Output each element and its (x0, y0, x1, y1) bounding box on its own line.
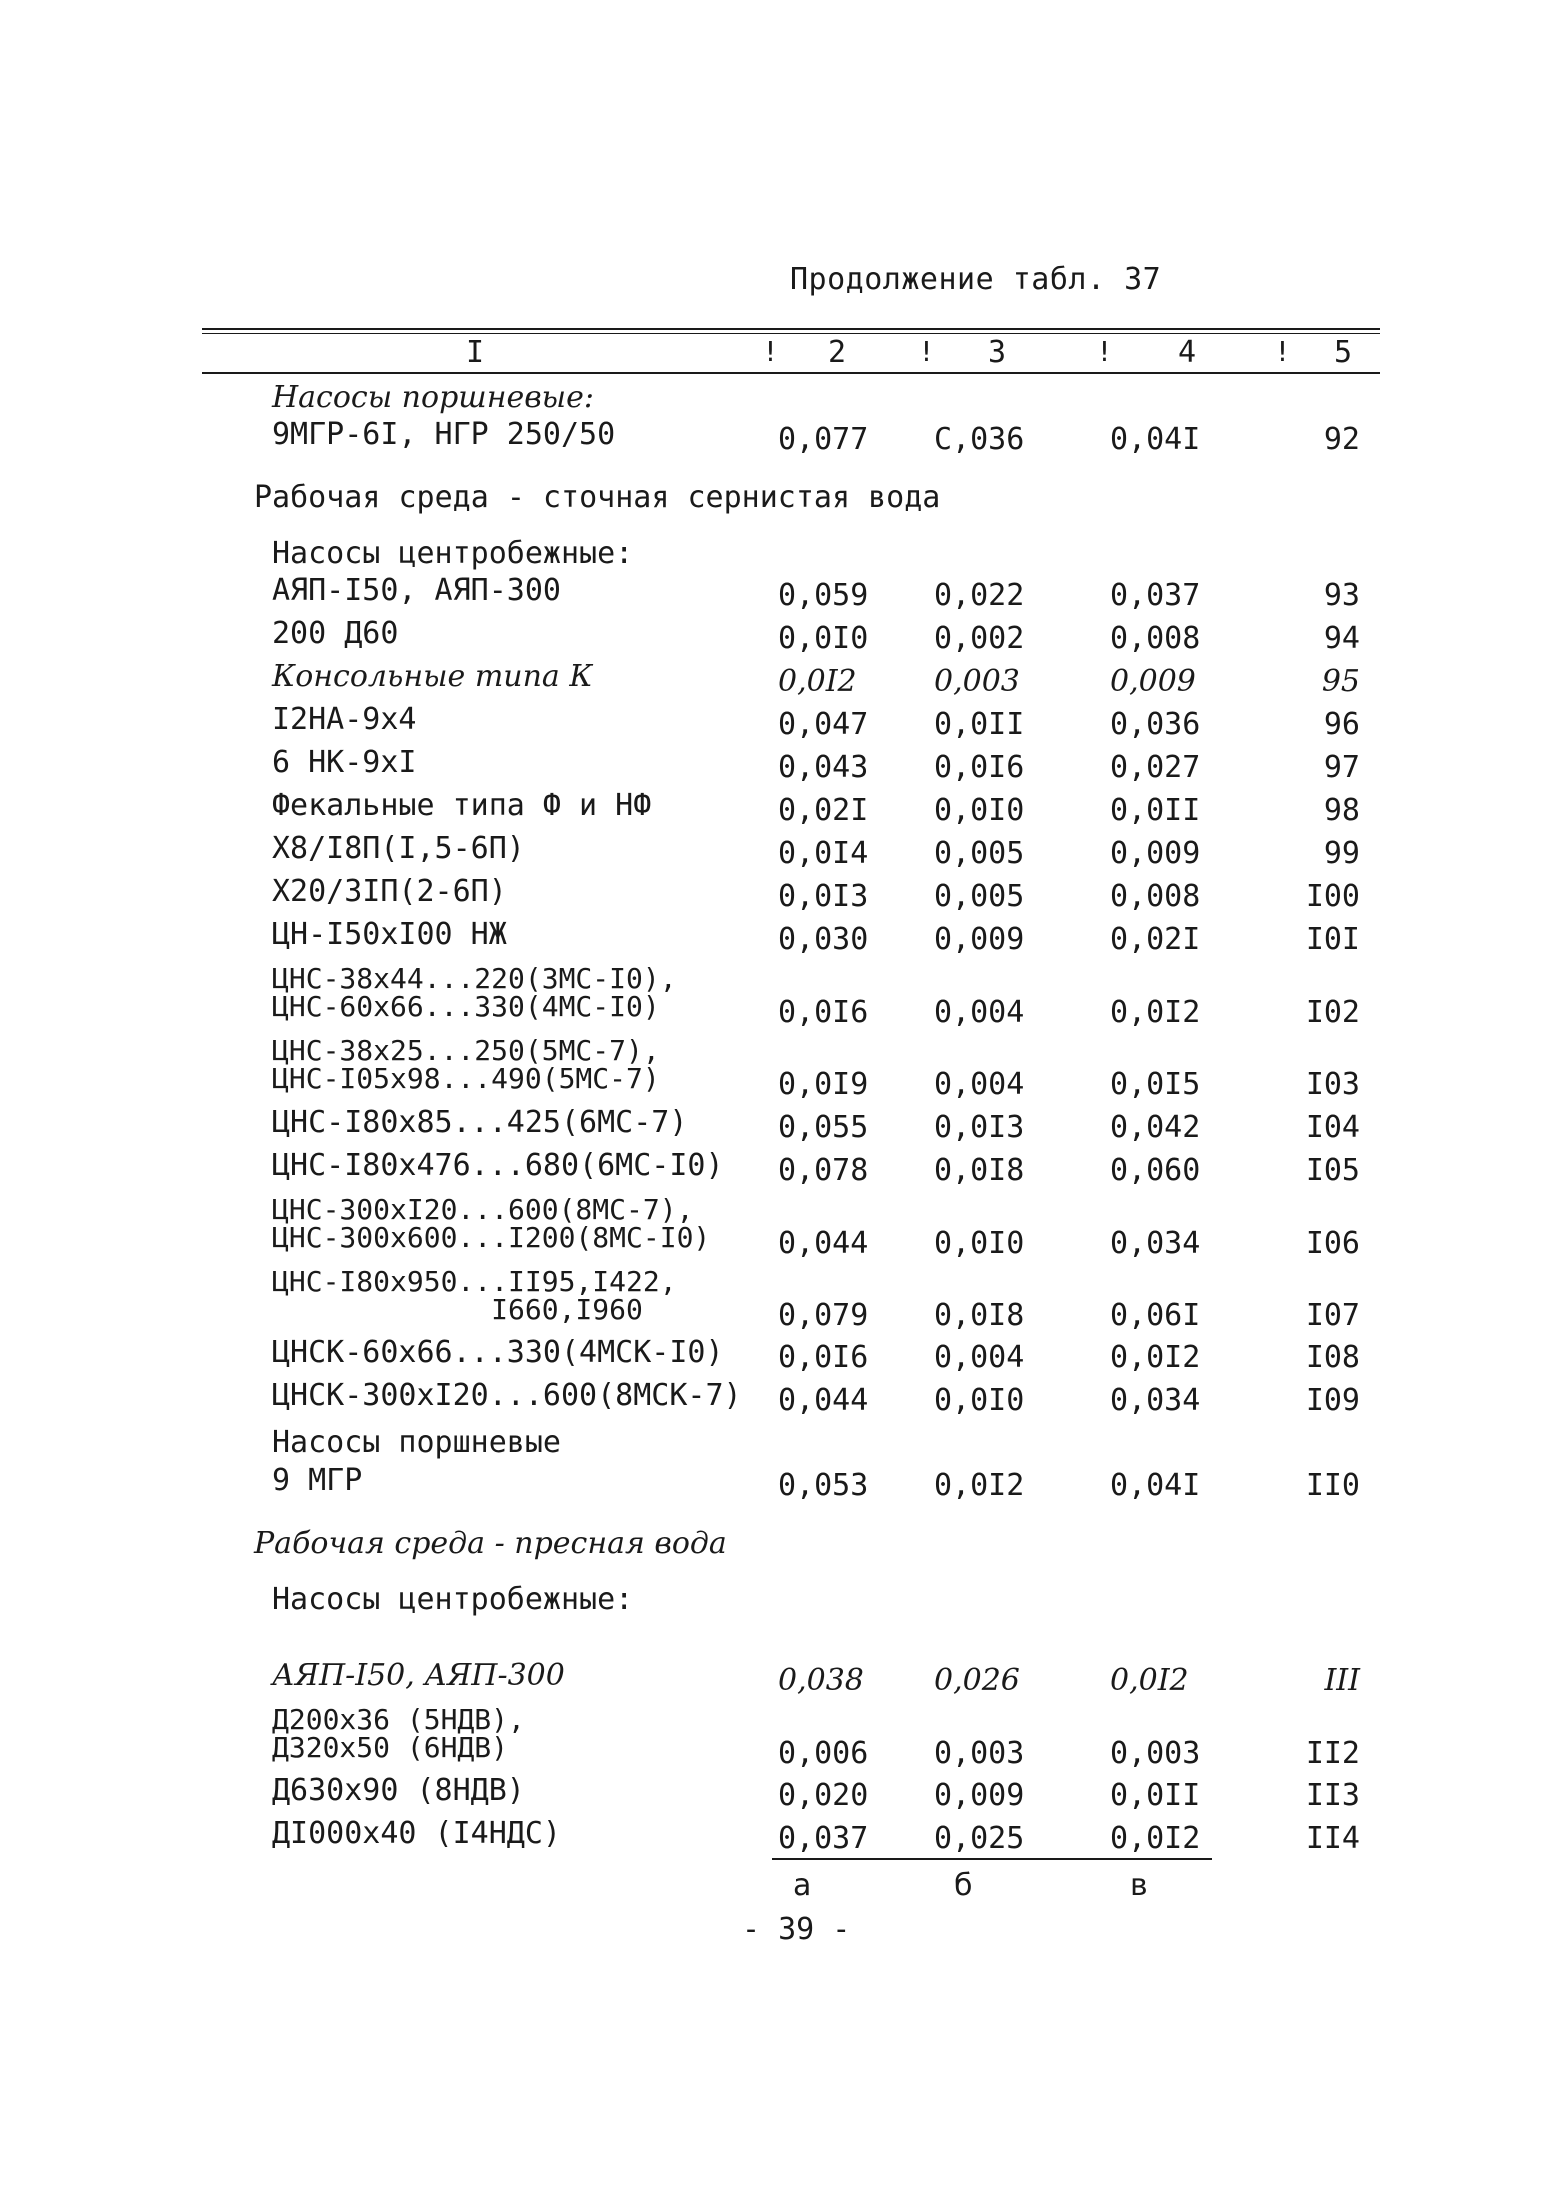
row-name: 200 Д60 (272, 616, 399, 651)
row-name-line1: ЦНС-38х44...220(3МС-I0), (272, 962, 677, 995)
row-name: ДI000х40 (I4НДС) (272, 1816, 561, 1851)
row-name-line1: Д200х36 (5НДВ), (272, 1703, 525, 1736)
section-title-fresh-water: Рабочая среда - пресная вода (254, 1526, 727, 1561)
row-value-c: 0,04I (1110, 422, 1201, 457)
row-name: ЦНС-I80х85...425(6МС-7) (272, 1105, 688, 1140)
header-col3: 3 (988, 335, 1007, 370)
row-number: I04 (1305, 1110, 1360, 1145)
header-separator-3: ! (1096, 335, 1113, 368)
row-name: 9МГР-6I, НГР 250/50 (272, 417, 616, 452)
row-value-b: 0,004 (934, 995, 1025, 1030)
row-name: 6 НК-9хI (272, 745, 417, 780)
row-value-c: 0,009 (1110, 664, 1196, 699)
row-value-c: 0,0I2 (1110, 995, 1201, 1030)
row-value-b: 0,004 (934, 1067, 1025, 1102)
table-row (0, 659, 1559, 708)
row-value-c: 0,0I2 (1110, 1663, 1189, 1698)
row-value-a: 0,02I (778, 793, 869, 828)
row-value-b: 0,026 (934, 1663, 1020, 1698)
row-value-b: 0,0I3 (934, 1110, 1025, 1145)
row-name-line2: I660,I960 (272, 1293, 643, 1326)
row-name: Д630х90 (8НДВ) (272, 1773, 525, 1808)
row-value-c: 0,042 (1110, 1110, 1201, 1145)
footer-letter-a: а (793, 1868, 812, 1903)
row-name-line2: ЦНС-60х66...330(4МС-I0) (272, 990, 660, 1023)
row-name (272, 1193, 711, 1254)
row-value-b: 0,0I0 (934, 1226, 1025, 1261)
row-value-b: 0,009 (934, 1778, 1025, 1813)
row-value-a: 0,079 (778, 1298, 869, 1333)
table-row (0, 1335, 1559, 1384)
row-value-c: 0,037 (1110, 578, 1201, 613)
table-row (0, 788, 1559, 837)
row-number: 97 (1323, 750, 1360, 785)
header-separator-4: ! (1274, 335, 1291, 368)
row-name-line1: ЦНС-38х25...250(5МС-7), (272, 1034, 660, 1067)
row-name-line2: ЦНС-300х600...I200(8МС-I0) (272, 1221, 711, 1254)
row-name: Фекальные типа Ф и НФ (272, 788, 652, 823)
row-number: 95 (1321, 664, 1360, 699)
row-value-b: 0,002 (934, 621, 1025, 656)
row-name (272, 1265, 677, 1326)
row-value-a: 0,0I3 (778, 879, 869, 914)
row-value-a: 0,0I6 (778, 995, 869, 1030)
row-value-b: 0,025 (934, 1821, 1025, 1856)
row-name: АЯП-I50, АЯП-300 (272, 1658, 565, 1693)
row-name (272, 1034, 660, 1095)
row-value-b: 0,0I0 (934, 793, 1025, 828)
row-value-b: 0,0I8 (934, 1153, 1025, 1188)
row-value-a: 0,037 (778, 1821, 869, 1856)
row-number: 94 (1323, 621, 1360, 656)
row-value-b: 0,0I8 (934, 1298, 1025, 1333)
row-name: АЯП-I50, АЯП-300 (272, 573, 561, 608)
row-value-b: 0,004 (934, 1340, 1025, 1375)
row-value-c: 0,0II (1110, 1778, 1201, 1813)
row-value-c: 0,04I (1110, 1468, 1201, 1503)
row-value-c: 0,0I2 (1110, 1340, 1201, 1375)
row-name: ЦНС-I80х476...680(6МС-I0) (272, 1148, 724, 1183)
row-name (272, 1703, 525, 1764)
row-value-a: 0,044 (778, 1383, 869, 1418)
row-value-c: 0,027 (1110, 750, 1201, 785)
row-value-c: 0,02I (1110, 922, 1201, 957)
row-name: Х20/3IП(2-6П) (272, 874, 507, 909)
row-value-b: 0,003 (934, 664, 1020, 699)
row-value-b: 0,009 (934, 922, 1025, 957)
row-value-a: 0,006 (778, 1736, 869, 1771)
row-number: 93 (1323, 578, 1360, 613)
header-col2: 2 (828, 335, 847, 370)
table-row (0, 702, 1559, 751)
row-name-line1: ЦНС-300хI20...600(8МС-7), (272, 1193, 694, 1226)
row-value-c: 0,034 (1110, 1226, 1201, 1261)
row-value-a: 0,0I4 (778, 836, 869, 871)
header-rule-top (202, 328, 1380, 330)
row-value-a: 0,0I6 (778, 1340, 869, 1375)
row-number: I02 (1305, 995, 1360, 1030)
header-rule-top-thin (202, 333, 1380, 334)
row-value-a: 0,047 (778, 707, 869, 742)
table-row (0, 1463, 1559, 1512)
table-row (0, 1378, 1559, 1427)
row-name: ЦН-I50хI00 НЖ (272, 917, 507, 952)
row-value-a: 0,020 (778, 1778, 869, 1813)
row-value-c: 0,009 (1110, 836, 1201, 871)
row-value-b: 0,005 (934, 836, 1025, 871)
header-col1: I (466, 335, 485, 370)
row-value-a: 0,078 (778, 1153, 869, 1188)
row-value-b: С,036 (934, 422, 1025, 457)
row-number: I06 (1305, 1226, 1360, 1261)
row-value-c: 0,0II (1110, 793, 1201, 828)
row-number: II3 (1305, 1778, 1360, 1813)
row-number: I03 (1305, 1067, 1360, 1102)
row-name: 9 МГР (272, 1463, 363, 1498)
row-value-c: 0,0I2 (1110, 1821, 1201, 1856)
row-name: ЦНСК-300хI20...600(8МСК-7) (272, 1378, 742, 1413)
row-number: 99 (1323, 836, 1360, 871)
table-row (0, 831, 1559, 880)
row-number: I05 (1305, 1153, 1360, 1188)
row-value-c: 0,008 (1110, 879, 1201, 914)
table-row (0, 573, 1559, 622)
group-title-centrifugal: Насосы центробежные: (272, 536, 634, 571)
row-value-c: 0,036 (1110, 707, 1201, 742)
row-value-b: 0,0II (934, 707, 1025, 742)
row-value-a: 0,059 (778, 578, 869, 613)
table-row (0, 1148, 1559, 1197)
table-row (0, 1193, 1559, 1268)
row-number: III (1324, 1663, 1360, 1698)
table-row (0, 1105, 1559, 1154)
row-value-a: 0,044 (778, 1226, 869, 1261)
row-value-a: 0,030 (778, 922, 869, 957)
header-rule-bottom (202, 372, 1380, 374)
table-row (0, 1773, 1559, 1822)
group-title-piston: Насосы поршневые: (272, 380, 594, 415)
row-name: Консольные типа К (272, 659, 593, 694)
group-title-piston-2: Насосы поршневые (272, 1425, 561, 1460)
row-value-b: 0,022 (934, 578, 1025, 613)
row-value-a: 0,055 (778, 1110, 869, 1145)
table-row (0, 1658, 1559, 1707)
row-value-b: 0,0I0 (934, 1383, 1025, 1418)
row-number: 98 (1323, 793, 1360, 828)
row-name-line1: ЦНС-I80х950...II95,I422, (272, 1265, 677, 1298)
group-title-centrifugal-2: Насосы центробежные: (272, 1582, 634, 1617)
row-value-c: 0,008 (1110, 621, 1201, 656)
row-number: II0 (1305, 1468, 1360, 1503)
table-caption: Продолжение табл. 37 (790, 262, 1162, 297)
row-value-b: 0,0I6 (934, 750, 1025, 785)
table-row (0, 1703, 1559, 1778)
table-row (0, 1034, 1559, 1109)
row-value-c: 0,0I5 (1110, 1067, 1201, 1102)
row-value-a: 0,077 (778, 422, 869, 457)
row-value-a: 0,0I9 (778, 1067, 869, 1102)
table-row (0, 917, 1559, 966)
header-col4: 4 (1178, 335, 1197, 370)
page-number: - 39 - (742, 1912, 851, 1947)
row-number: I0I (1305, 922, 1360, 957)
row-number: I07 (1305, 1298, 1360, 1333)
row-number: 96 (1323, 707, 1360, 742)
row-value-c: 0,003 (1110, 1736, 1201, 1771)
header-col5: 5 (1334, 335, 1353, 370)
row-value-a: 0,0I0 (778, 621, 869, 656)
row-value-b: 0,0I2 (934, 1468, 1025, 1503)
row-name: Х8/I8П(I,5-6П) (272, 831, 525, 866)
row-value-b: 0,003 (934, 1736, 1025, 1771)
footer-letter-b: б (954, 1868, 973, 1903)
row-number: I08 (1305, 1340, 1360, 1375)
row-value-c: 0,06I (1110, 1298, 1201, 1333)
row-name: I2НА-9х4 (272, 702, 417, 737)
section-title-sour-water: Рабочая среда - сточная сернистая вода (254, 480, 941, 515)
row-number: II2 (1305, 1736, 1360, 1771)
row-name-line2: ЦНС-I05х98...490(5МС-7) (272, 1062, 660, 1095)
row-value-a: 0,043 (778, 750, 869, 785)
row-value-a: 0,038 (778, 1663, 864, 1698)
header-separator-2: ! (918, 335, 935, 368)
row-number: I00 (1305, 879, 1360, 914)
row-value-b: 0,005 (934, 879, 1025, 914)
row-number: 92 (1323, 422, 1360, 457)
footer-letter-c: в (1130, 1868, 1148, 1903)
row-name (272, 962, 677, 1023)
row-value-c: 0,060 (1110, 1153, 1201, 1188)
row-name-line2: Д320х50 (6НДВ) (272, 1731, 509, 1764)
table-bottom-rule (772, 1858, 1212, 1860)
row-name: ЦНСК-60х66...330(4МСК-I0) (272, 1335, 724, 1370)
row-value-c: 0,034 (1110, 1383, 1201, 1418)
table-row (0, 417, 1559, 466)
row-value-a: 0,0I2 (778, 664, 857, 699)
table-row (0, 1265, 1559, 1340)
table-row (0, 962, 1559, 1037)
row-number: II4 (1305, 1821, 1360, 1856)
table-row (0, 616, 1559, 665)
header-separator-1: ! (762, 335, 779, 368)
table-row (0, 745, 1559, 794)
table-row (0, 874, 1559, 923)
row-value-a: 0,053 (778, 1468, 869, 1503)
row-number: I09 (1305, 1383, 1360, 1418)
